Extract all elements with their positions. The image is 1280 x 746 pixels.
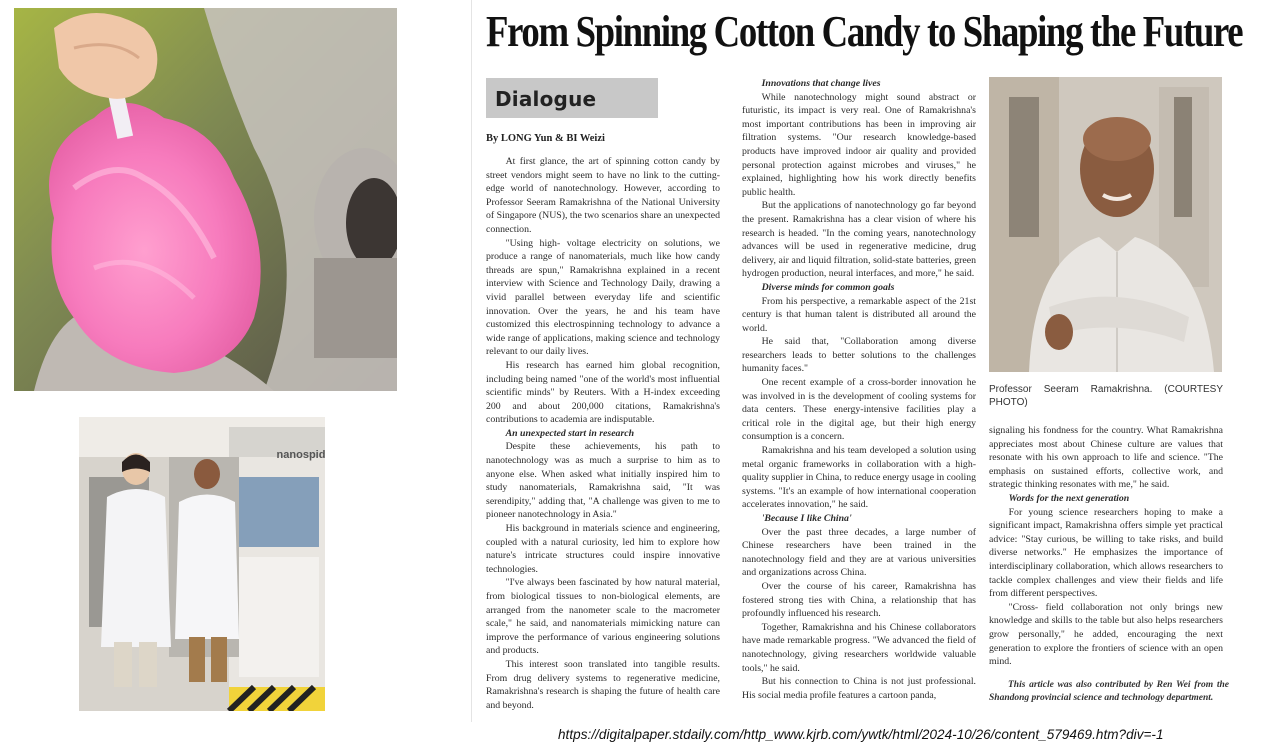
machine-logo-text: nanospid [276,449,325,461]
headline: From Spinning Cotton Candy to Shaping the Future [486,7,1243,56]
paragraph: While nanotechnology might sound abstract or futuristic, its impact is very real. One of Ramakrishna's most important contributions has been in improving air filtration systems. "Our research knowledge-based products have improved indoor air quality and provided personal protection against microbes and viruses," he explained, highlighting how his work directly benefits public health. [742,91,976,198]
paragraph: From his perspective, a remarkable aspect of the 21st century is that human talent is distributed all around the world. [742,295,976,334]
paragraph: For young science researchers hoping to make a significant impact, Ramakrishna offers simple yet practical advice: "Stay curious, be willing to take risks, and build diverse networks." He emphasizes the importance of interdisciplinary collaboration, which allows researchers to tackle complex challenges and view their fields and life from different perspectives. [989,506,1223,600]
paragraph: This interest soon translated into tangible results. From drug delivery systems to regenerative medicine, Ramakrishna's research is shaping the future of health care and beyond. [486,658,720,711]
subheading: An unexpected start in research [505,427,635,439]
contribution-note: This article was also contributed by Ren Wei from the Shandong provincial science and technology department. [989,680,1229,703]
paragraph: "Cross- field collaboration not only brings new knowledge and skills to the table but also helps researchers grow personally," he added, encouraging the next generation to explore the frontiers of science with an open mind. [989,601,1223,668]
paragraph: He said that, "Collaboration among diverse researchers leads to better solutions to the challenges humanity faces." [742,336,976,375]
subheading: Diverse minds for common goals [761,281,895,293]
paragraph: Together, Ramakrishna and his Chinese collaborators have made remarkable progress. "We advanced the field of nanotechnology, giving researchers worldwide valuable tools," he said. [742,621,976,674]
paragraph: Despite these achievements, his path to nanotechnology was as much a surprise to him as to anyone else. When asked what initially inspired him to study nanomaterials, Ramakrishna said, "It was serendipity," adding that, "A challenge was given to me to pioneer nanotechnology in Asia." [486,441,720,521]
paragraph: Over the course of his career, Ramakrishna has fostered strong ties with China, a relationship that has profoundly influenced his research. [742,580,976,620]
photo-caption: Professor Seeram Ramakrishna. (COURTESY PHOTO) [989,384,1223,408]
paragraph: But the applications of nanotechnology go far beyond the present. Ramakrishna has a clear vision of where his research is headed. "In the coming years, nanotechnology advances will be used in regenerative medicine, drug delivery, air and liquid filtration, solid-state batteries, green hydrogen production, neural interfaces, and more," he said. [742,200,976,280]
subheading: 'Because I like China' [761,513,852,524]
newspaper-page [471,0,1280,722]
article-column-3 [989,424,1223,669]
paragraph: Ramakrishna and his team developed a solution using metal organic frameworks in collaboration with a high-quality supplier in China, to reduce energy usage in cooling systems. "It's an example of how international cooperation accelerates innovation," he said. [742,445,976,511]
paragraph: One recent example of a cross-border innovation he was involved in is the development of cooling systems for data centers. These energy-intensive facilities play a critical role in the digital age, but their high energy consumption is a concern. [742,377,976,443]
source-url: https://digitalpaper.stdaily.com/http_www.kjrb.com/ywtk/html/2024-10/26/content_579469.htm?div=-1 [558,727,1164,742]
professor-portrait-photo [989,77,1222,372]
byline: By LONG Yun & BI Weizi [486,133,605,144]
section-label: Dialogue [495,87,597,111]
paragraph: At first glance, the art of spinning cotton candy by street vendors might seem to have no link to the cutting-edge world of nanotechnology. However, according to Professor Seeram Ramakrishna of the National University of Singapore (NUS), the two scenarios share an unexpected connection. [486,156,720,235]
cotton-candy-photo [14,8,397,391]
article-column-1 [486,155,720,712]
subheading: Words for the next generation [1008,492,1130,504]
laboratory-photo [79,417,325,711]
paragraph: signaling his fondness for the country. What Ramakrishna appreciates most about Chinese culture are values that resonate with his own approach to life and science. "The emphasis on sustained efforts, collective work, and strategic thinking resonates with me," he said. [989,425,1223,491]
paragraph: But his connection to China is not just professional. His social media profile features a cartoon panda, [742,676,976,701]
article-column-2 [742,77,976,702]
section-box [486,78,658,118]
paragraph: His research has earned him global recognition, including being named "one of the world's most influential scientific minds" by Reuters. With a H-index exceeding 200 and about 200,000 citations, Ramakrishna's contributions to academia are indisputable. [486,359,720,426]
paragraph: His background in materials science and engineering, coupled with a natural curiosity, led him to explore how nature's intricate structures could inspire innovative technologies. [486,523,720,575]
subheading: Innovations that change lives [761,78,881,89]
paragraph: "I've always been fascinated by how natural material, from biological tissues to non-biological elements, are arranged from the nanometer scale to the macrometer scale," he said, and nanomaterials mimicking nature can improve the performance of various engineering solutions and products. [486,577,720,657]
paragraph: Over the past three decades, a large number of Chinese researchers have been trained in the nanotechnology field and they are at various universities and organizations across China. [742,526,976,579]
paragraph: "Using high- voltage electricity on solutions, we produce a range of nanomaterials, much like how candy threads are spun," Ramakrishna explained in a recent interview with Science and Technology Daily, drawing a vivid parallel between everyday life and scientific innovation. Over the years, he and his team have customized this electrospinning technology to advance a wide range of applications, making science and technology relevant to our daily lives. [486,237,720,358]
